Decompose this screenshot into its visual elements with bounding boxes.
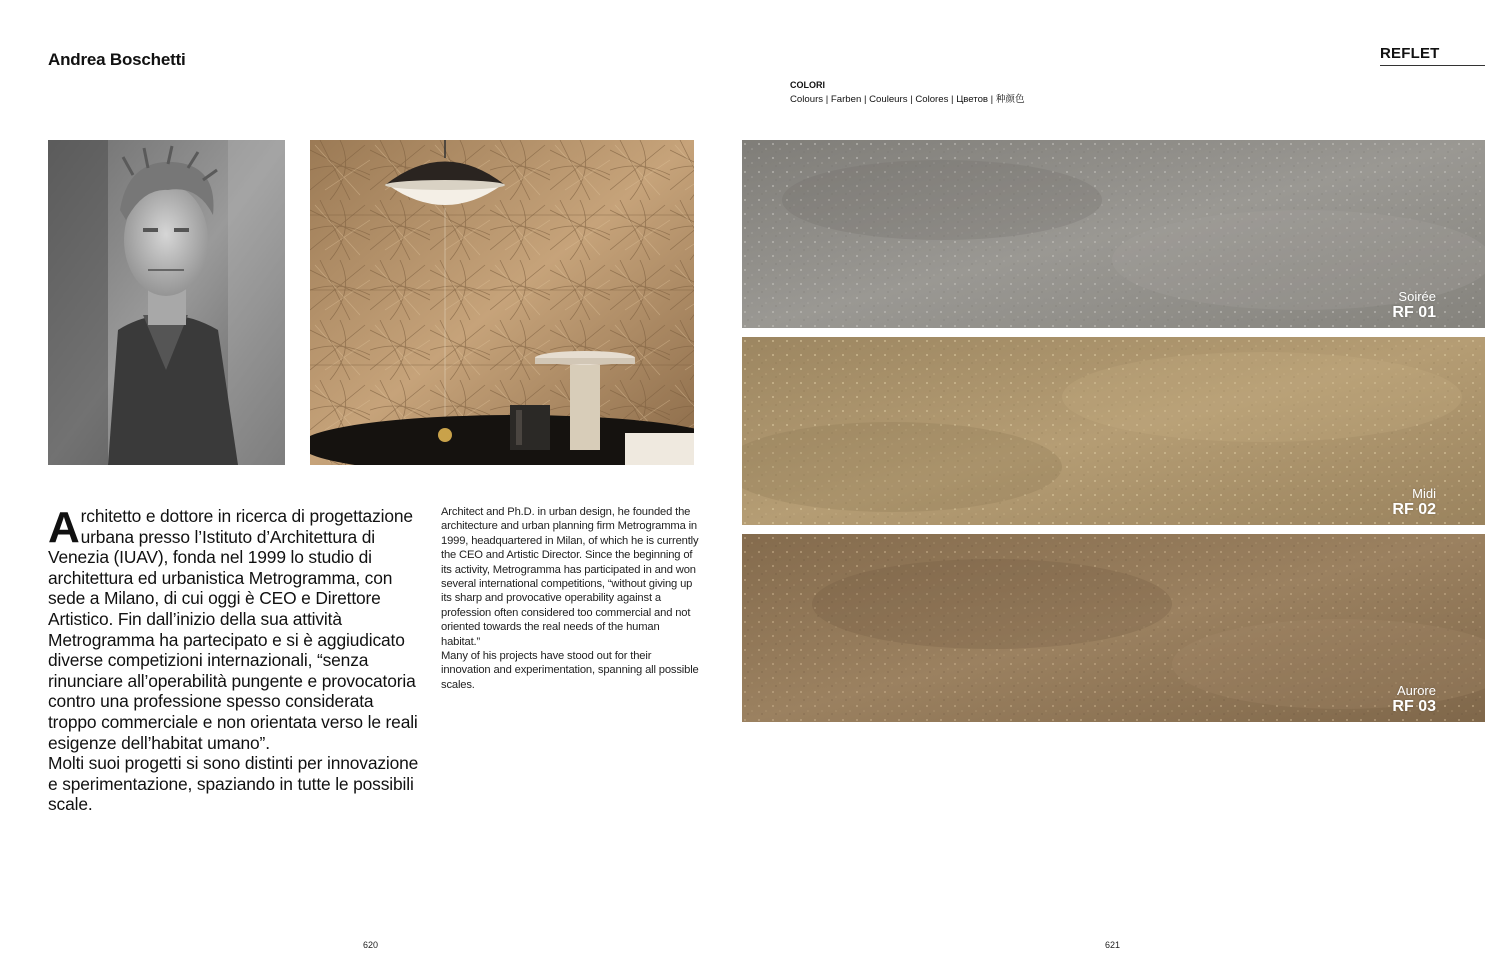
color-swatch-rf02 (742, 337, 1485, 525)
swatch-texture (742, 140, 1485, 328)
colors-translations: Colours | Farben | Couleurs | Colores | Цветов | 种颜色 (790, 94, 1025, 105)
swatch-label-rf03 (1392, 684, 1436, 716)
swatch-label-rf02 (1392, 487, 1436, 519)
page-number-left: 620 (363, 940, 379, 950)
biography-english-paragraph-2: Many of his projects have stood out for their innovation and experimentation, spanning all possible scales. (441, 650, 699, 691)
swatch-texture (742, 534, 1485, 722)
swatch-name: Aurore (1396, 683, 1436, 698)
biography-italian-paragraph-1 (48, 503, 426, 753)
color-swatch-rf01 (742, 140, 1485, 328)
page-number-right: 621 (1105, 940, 1121, 950)
drop-cap: A (48, 503, 80, 552)
swatch-name: Midi (1412, 486, 1436, 501)
biography-italian-text: rchitetto e dottore in ricerca di progettazione urbana presso l’Istituto d’Architettura di Venezia (IUAV), fonda nel 1999 lo studio di architettura ed urbanistica Metrogramma, con sede a Milano, di cui oggi è CEO e Direttore Artistico. Fin dall’inizio della sua attività Metrogramma ha partecipato e si è aggiudicato diverse competizioni internazionali, “senza rinunciare all’operabilità pungente e provocatoria contro una professione spesso considerata troppo commerciale e non orientata verso le reali esigenze dell’habitat umano”. (48, 506, 418, 753)
biography-english-paragraph-1: Architect and Ph.D. in urban design, he founded the architecture and urban planning firm Metrogramma in 1999, headquartered in Milan, of which he is currently the CEO and Artistic Director. Since the beginning of its activity, Metrogramma has participated in and won several international competitions, “without giving up its sharp and provocative operability against a profession often considered too commercial and not oriented towards the real needs of the human habitat.” (441, 506, 699, 648)
biography-english (441, 505, 699, 692)
swatch-name: Soirée (1398, 289, 1436, 304)
biography-italian (48, 503, 426, 815)
biography-italian-paragraph-2: Molti suoi progetti si sono distinti per innovazione e sperimentazione, spaziando in tutte le possibili scale. (48, 753, 419, 815)
swatch-code: RF 03 (1392, 698, 1436, 715)
series-title: REFLET (1380, 45, 1440, 62)
designer-portrait-photo (48, 140, 285, 465)
swatch-code: RF 02 (1392, 501, 1436, 518)
interior-photo (310, 140, 694, 465)
swatch-label-rf01 (1392, 290, 1436, 322)
swatch-texture (742, 337, 1485, 525)
colors-heading: COLORI (790, 80, 825, 90)
swatch-code: RF 01 (1392, 304, 1436, 321)
designer-name: Andrea Boschetti (48, 50, 186, 69)
color-swatch-rf03 (742, 534, 1485, 722)
title-underline (1380, 65, 1485, 66)
